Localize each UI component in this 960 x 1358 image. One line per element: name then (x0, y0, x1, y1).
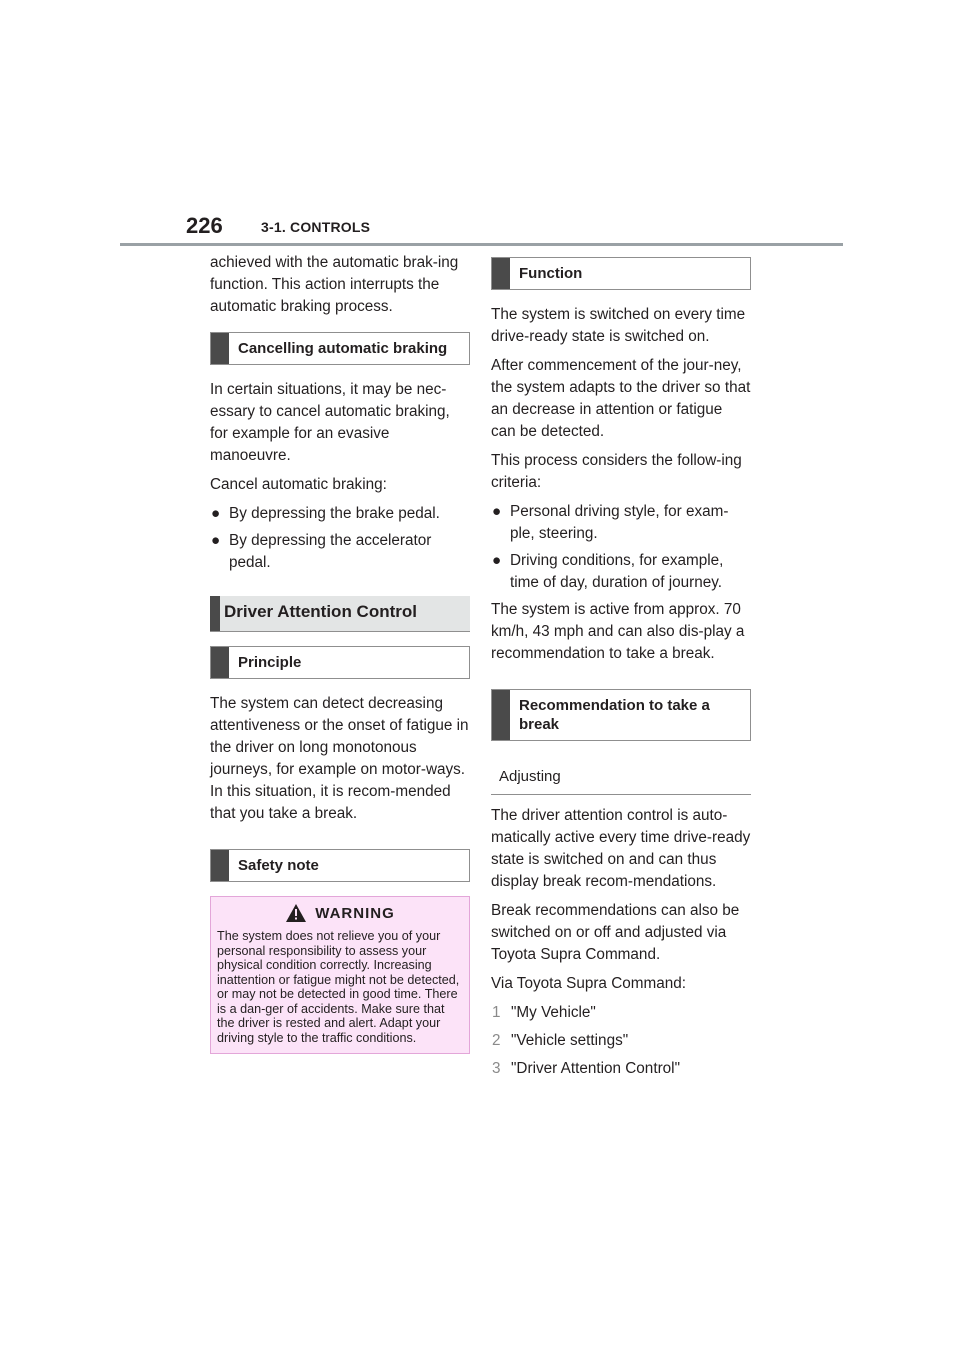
function-heading: Function (519, 265, 583, 282)
warning-triangle-icon (285, 903, 307, 923)
dac-heading-box (210, 596, 470, 632)
step-text: "My Vehicle" (511, 1004, 596, 1021)
bullet-icon: ● (492, 503, 502, 520)
step-text: "Vehicle settings" (511, 1032, 629, 1049)
bullet-icon: ● (492, 552, 502, 569)
right-column (491, 252, 751, 1086)
heading-bar (210, 596, 220, 631)
function-paragraph-4: The system is active from approx. 70 km/h, 43 mph and can also dis-play a recommendation to take a break. (491, 601, 745, 662)
step-item (491, 1002, 751, 1024)
heading-bar (211, 333, 229, 364)
cancel-lead: Cancel automatic braking: (210, 476, 387, 493)
list-item: ● Personal driving style, for exam-ple, steering. (492, 503, 729, 542)
function-heading-box (491, 257, 751, 290)
recommendation-heading-box (491, 689, 751, 741)
recommendation-heading: Recommendation to take a break (519, 697, 710, 733)
page-number: 226 (186, 213, 223, 238)
safety-heading-box (210, 849, 470, 882)
step-text: "Driver Attention Control" (511, 1060, 680, 1077)
step-number: 1 (492, 1004, 501, 1021)
warning-title: WARNING (315, 904, 395, 922)
page-header (0, 0, 960, 250)
header-rule (120, 243, 843, 246)
step-number: 2 (492, 1032, 501, 1049)
heading-bar (492, 258, 510, 289)
step-item (491, 1030, 751, 1052)
principle-heading-box (210, 646, 470, 679)
bullet-icon: ● (211, 532, 221, 549)
function-paragraph-2: After commencement of the jour-ney, the system adapts to the driver so that an decrease in attention or fatigue can be detected. (491, 357, 751, 440)
cancel-heading-box (210, 332, 470, 365)
warning-box (210, 896, 470, 1054)
dac-heading: Driver Attention Control (224, 602, 417, 621)
warning-text: The system does not relieve you of your personal responsibility to assess your physical condition correctly. Increasing inattention or fatigue might not be detected, or may not be detected in good time. There is a dan-ger of accidents. Make sure that the driver is rested and alert. Adapt your driving style to the traffic conditions. (217, 929, 460, 1045)
function-paragraph-1: The system is switched on every time drive-ready state is switched on. (491, 306, 746, 345)
heading-bar (211, 850, 229, 881)
bullet-icon: ● (211, 505, 221, 522)
list-item: ● Driving conditions, for example, time of day, duration of journey. (492, 552, 724, 591)
adjust-paragraph-2: Break recommendations can also be switched on or off and adjusted via Toyota Supra Command. (491, 902, 740, 963)
principle-heading: Principle (238, 654, 302, 671)
step-item (491, 1058, 751, 1080)
function-paragraph-3: This process considers the follow-ing criteria: (491, 452, 742, 491)
cancel-heading: Cancelling automatic braking (238, 340, 448, 357)
adjust-paragraph-3: Via Toyota Supra Command: (491, 975, 687, 992)
principle-paragraph: The system can detect decreasing attentiveness or the onset of fatigue in the driver on long monotonous journeys, for example on motor-ways. In this situation, it is recom-mended that you take a break. (210, 695, 469, 822)
adjusting-heading: Adjusting (491, 759, 751, 795)
list-item: ● By depressing the accelerator pedal. (211, 532, 432, 571)
left-column (210, 252, 470, 1054)
list-item: ● By depressing the brake pedal. (210, 503, 470, 525)
cancel-paragraph: In certain situations, it may be nec-essary to cancel automatic braking, for example for an evasive manoeuvre. (210, 381, 450, 464)
adjust-paragraph-1: The driver attention control is auto-matically active every time drive-ready state is switched on and can thus display break recom-mendations. (491, 807, 751, 890)
safety-heading: Safety note (238, 857, 319, 874)
step-number: 3 (492, 1060, 501, 1077)
heading-bar (492, 690, 510, 740)
warning-header (217, 903, 463, 923)
heading-bar (211, 647, 229, 678)
section-title: 3-1. CONTROLS (261, 219, 371, 235)
intro-paragraph: achieved with the automatic brak-ing function. This action interrupts the automatic braking process. (210, 254, 459, 315)
